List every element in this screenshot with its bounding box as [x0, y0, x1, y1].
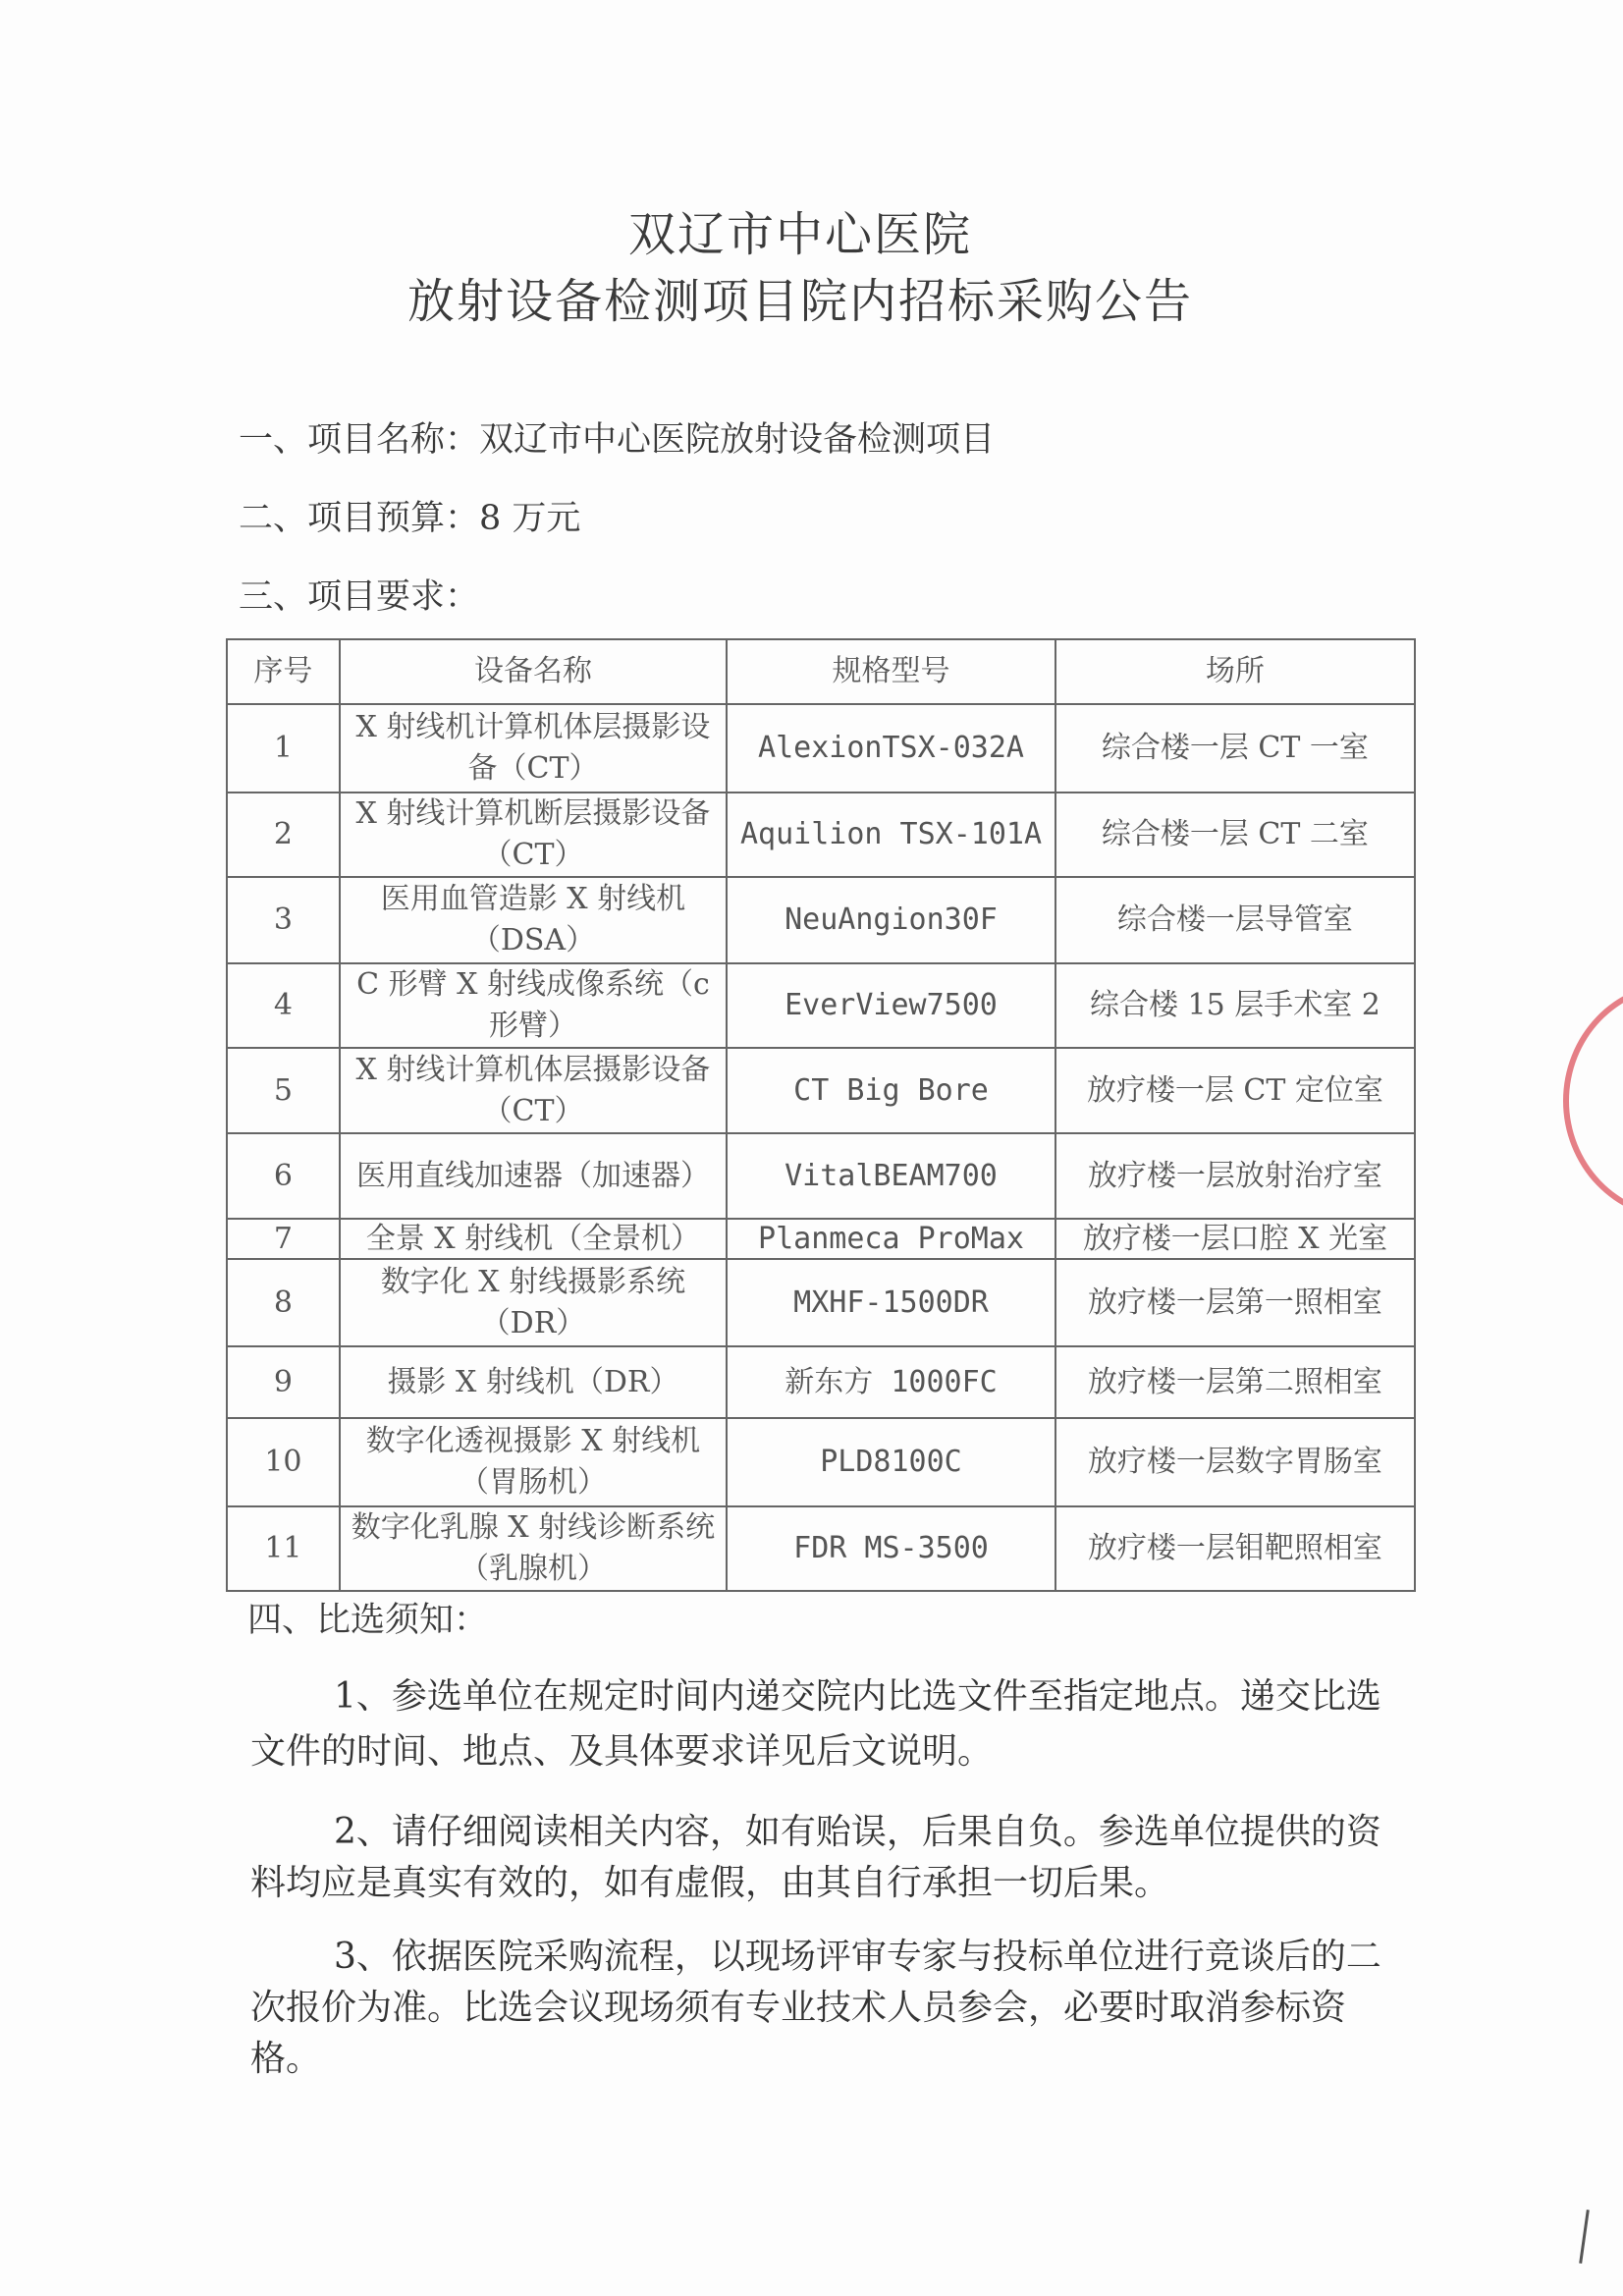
- header-model: 规格型号: [727, 639, 1055, 704]
- cell-device: X 射线机计算机体层摄影设备（CT）: [340, 704, 727, 793]
- table-header-row: [227, 639, 1415, 704]
- cell-device: 摄影 X 射线机（DR）: [340, 1346, 727, 1418]
- cell-no: 7: [227, 1219, 340, 1259]
- cell-model: PLD8100C: [727, 1418, 1055, 1506]
- cell-location: 放疗楼一层钼靶照相室: [1055, 1506, 1415, 1591]
- cell-device: 医用直线加速器（加速器）: [340, 1133, 727, 1219]
- table-row: [227, 963, 1415, 1048]
- cell-no: 10: [227, 1418, 340, 1506]
- table-row: [227, 1133, 1415, 1219]
- cell-model: FDR MS-3500: [727, 1506, 1055, 1591]
- cell-device: C 形臂 X 射线成像系统（c 形臂）: [340, 963, 727, 1048]
- note-3: 3、依据医院采购流程，以现场评审专家与投标单位进行竞谈后的二次报价为准。比选会议现场须有专业技术人员参会，必要时取消参标资格。: [250, 1937, 1381, 2079]
- note-1: 1、参选单位在规定时间内递交院内比选文件至指定地点。递交比选文件的时间、地点、及具体要求详见后文说明。: [250, 1676, 1381, 1772]
- cell-device: 全景 X 射线机（全景机）: [340, 1219, 727, 1259]
- cell-device: X 射线计算机断层摄影设备（CT）: [340, 793, 727, 877]
- cell-location: 放疗楼一层 CT 定位室: [1055, 1048, 1415, 1133]
- cell-no: 5: [227, 1048, 340, 1133]
- table-row: [227, 1506, 1415, 1591]
- cell-model: 新东方 1000FC: [727, 1346, 1055, 1418]
- note-2: 2、请仔细阅读相关内容，如有贻误，后果自负。参选单位提供的资料均应是真实有效的，如有虚假，由其自行承担一切后果。: [250, 1812, 1381, 1903]
- cell-location: 放疗楼一层第二照相室: [1055, 1346, 1415, 1418]
- cell-model: AlexionTSX-032A: [727, 704, 1055, 793]
- cell-model: MXHF-1500DR: [727, 1259, 1055, 1346]
- cell-no: 3: [227, 877, 340, 963]
- cell-location: 放疗楼一层数字胃肠室: [1055, 1418, 1415, 1506]
- cell-model: EverView7500: [727, 963, 1055, 1048]
- table-row: [227, 1346, 1415, 1418]
- cell-device: 数字化乳腺 X 射线诊断系统（乳腺机）: [340, 1506, 727, 1591]
- cell-no: 1: [227, 704, 340, 793]
- cell-device: 数字化透视摄影 X 射线机（胃肠机）: [340, 1418, 727, 1506]
- cell-no: 2: [227, 793, 340, 877]
- section-notice: 四、比选须知：: [247, 1601, 489, 1640]
- cell-model: Aquilion TSX-101A: [727, 793, 1055, 877]
- cell-device: X 射线计算机体层摄影设备（CT）: [340, 1048, 727, 1133]
- cell-location: 综合楼一层 CT 一室: [1055, 704, 1415, 793]
- cell-location: 综合楼一层 CT 二室: [1055, 793, 1415, 877]
- header-no: 序号: [227, 639, 340, 704]
- cell-location: 放疗楼一层口腔 X 光室: [1055, 1219, 1415, 1259]
- table-row: [227, 1219, 1415, 1259]
- table-row: [227, 704, 1415, 793]
- cell-location: 放疗楼一层第一照相室: [1055, 1259, 1415, 1346]
- red-seal-stamp: [1563, 982, 1623, 1220]
- header-location: 场所: [1055, 639, 1415, 704]
- section-requirements: 三、项目要求：: [239, 577, 480, 617]
- cell-no: 4: [227, 963, 340, 1048]
- cell-location: 放疗楼一层放射治疗室: [1055, 1133, 1415, 1219]
- table-row: [227, 877, 1415, 963]
- title-announcement: 放射设备检测项目院内招标采购公告: [406, 274, 1193, 329]
- cell-model: CT Big Bore: [727, 1048, 1055, 1133]
- cell-no: 9: [227, 1346, 340, 1418]
- cell-location: 综合楼 15 层手术室 2: [1055, 963, 1415, 1048]
- table-row: [227, 1418, 1415, 1506]
- cell-model: VitalBEAM700: [727, 1133, 1055, 1219]
- cell-device: 医用血管造影 X 射线机（DSA）: [340, 877, 727, 963]
- table-row: [227, 793, 1415, 877]
- section-budget: 二、项目预算：8 万元: [239, 499, 581, 538]
- table-row: [227, 1259, 1415, 1346]
- equipment-table: [226, 638, 1416, 1592]
- title-hospital: 双辽市中心医院: [627, 207, 972, 262]
- table-row: [227, 1048, 1415, 1133]
- cell-location: 综合楼一层导管室: [1055, 877, 1415, 963]
- pen-mark: [1579, 2210, 1590, 2264]
- cell-device: 数字化 X 射线摄影系统（DR）: [340, 1259, 727, 1346]
- cell-no: 8: [227, 1259, 340, 1346]
- cell-no: 6: [227, 1133, 340, 1219]
- header-device: 设备名称: [340, 639, 727, 704]
- section-project-name: 一、项目名称：双辽市中心医院放射设备检测项目: [239, 420, 996, 460]
- cell-model: NeuAngion30F: [727, 877, 1055, 963]
- cell-model: Planmeca ProMax: [727, 1219, 1055, 1259]
- cell-no: 11: [227, 1506, 340, 1591]
